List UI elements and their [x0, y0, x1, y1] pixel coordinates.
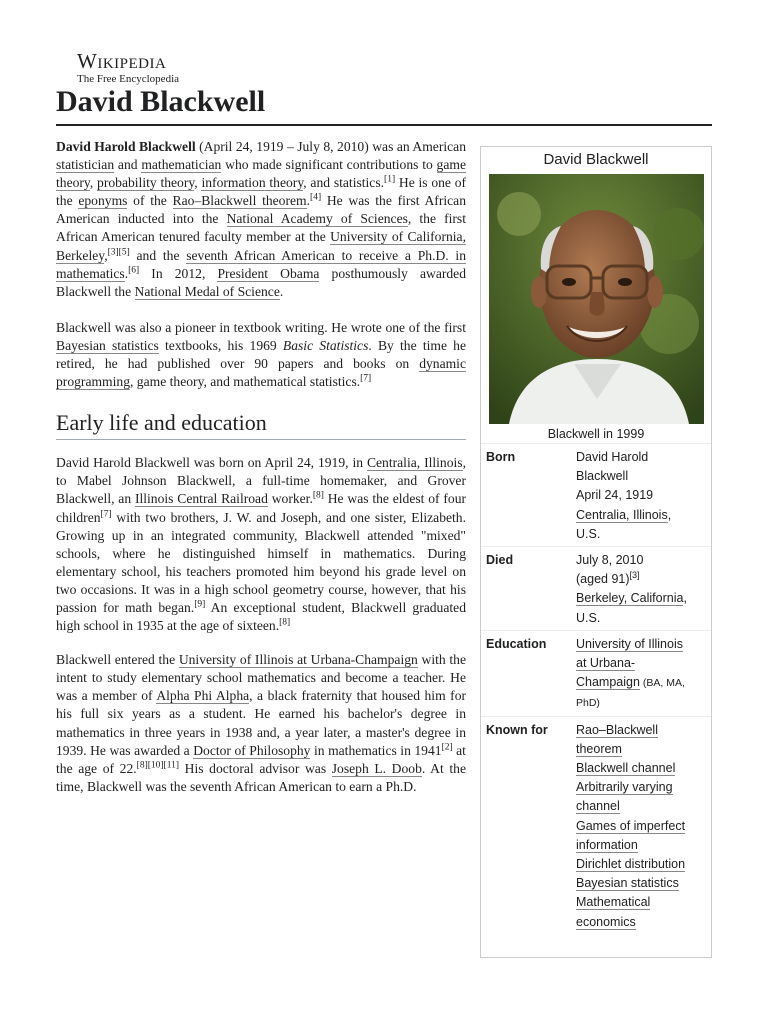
intro-paragraph-1	[56, 138, 466, 301]
paragraph-text: He was the first African American inducted into the	[56, 193, 466, 227]
infobox-value-line	[576, 570, 706, 589]
paragraph-text: of the	[127, 193, 173, 209]
wiki-link[interactable]: information theory	[201, 175, 304, 191]
paragraph-text: textbooks, his 1969	[158, 337, 283, 353]
citation-link[interactable]: [8]	[312, 490, 324, 501]
wiki-link[interactable]: channel	[576, 799, 620, 814]
wiki-link[interactable]: University of California, Berkeley	[56, 229, 466, 263]
wiki-link[interactable]: information	[576, 837, 638, 852]
citation-link[interactable]: [3][5]	[107, 247, 130, 258]
infobox-value-line	[576, 467, 706, 486]
infobox-value-line	[576, 654, 706, 673]
infobox-value-line	[576, 740, 706, 759]
paragraph-text: with two brothers, J. W. and Joseph, and one sister, Elizabeth. Growing up in an integrated community, Blackwell attended "mixed" schools, where he distinguished himself in mathematics. During elementary school, his teachers promoted him beyond his grade level on two occasions. It was in a high school geometry course, however, that his passion for math began.	[56, 509, 466, 615]
wiki-link[interactable]: Joseph L. Doob	[331, 760, 422, 776]
wiki-link[interactable]: mathematician	[141, 157, 222, 173]
citation-link[interactable]: [4]	[310, 192, 322, 203]
paragraph-text: ,	[104, 247, 108, 263]
infobox-text: U.S.	[576, 610, 601, 625]
infobox	[480, 146, 712, 958]
infobox-text: (aged 91)	[576, 572, 630, 587]
citation-link[interactable]: [3]	[629, 570, 640, 581]
paragraph-text: ,	[89, 175, 98, 191]
paragraph-text: Blackwell was also a pioneer in textbook writing. He wrote one of the first	[56, 319, 466, 335]
paragraph-text: worker.	[267, 491, 313, 507]
wiki-link[interactable]: theorem	[576, 741, 622, 756]
infobox-label: Born	[486, 450, 516, 464]
infobox-value-line	[576, 525, 706, 544]
infobox-label: Education	[486, 636, 547, 651]
paragraph-text: . By the time he retired, he had published over 90 papers and books on	[56, 337, 466, 372]
infobox-value-line	[576, 759, 706, 778]
wiki-link[interactable]: statistician	[56, 157, 115, 173]
wiki-link[interactable]: at Urbana-	[576, 656, 636, 671]
wiki-link[interactable]: Centralia, Illinois	[366, 455, 463, 471]
logo-tagline: The Free Encyclopedia	[77, 73, 180, 85]
infobox-title: David Blackwell	[543, 151, 649, 168]
paragraph-text: .	[124, 265, 129, 281]
infobox-value-line	[576, 836, 706, 855]
page-title: David Blackwell	[56, 82, 712, 126]
portrait-photo[interactable]	[489, 174, 704, 424]
portrait-caption: Blackwell in 1999	[547, 427, 645, 441]
infobox-text: July 8, 2010	[576, 553, 644, 568]
paragraph-text: at the age of 22.	[56, 742, 466, 776]
paragraph-text: , to Mabel Johnson Blackwell, a full-time homemaker, and Grover Blackwell, an	[56, 455, 466, 507]
paragraph-text: , a black fraternity that housed him for his full six years as a student. He earned his bachelor's degree in mathematics in three years in 1938 and, a year later, a master's degree in 1939. He was awarded a	[56, 688, 467, 758]
citation-link[interactable]: [7]	[360, 373, 372, 384]
infobox-row-known-for	[481, 716, 711, 934]
article-body	[56, 138, 466, 812]
infobox-label: Died	[486, 553, 514, 568]
wiki-link[interactable]: Rao–Blackwell theorem	[172, 193, 307, 209]
wiki-link[interactable]: Arbitrarily varying	[576, 780, 673, 795]
paragraph-text: He is one of the	[56, 175, 467, 209]
infobox-row-education	[481, 630, 711, 716]
infobox-value	[576, 551, 706, 628]
wiki-link[interactable]: seventh African American to receive a Ph.D. in mathematics	[56, 247, 466, 281]
citation-link[interactable]: [1]	[384, 174, 396, 185]
wiki-link[interactable]: game theory	[56, 157, 466, 191]
wiki-link[interactable]: Blackwell channel	[576, 761, 676, 776]
infobox-value-line	[576, 797, 706, 816]
italic-text: Basic Statistics	[282, 337, 369, 353]
citation-link[interactable]: [8]	[279, 617, 291, 628]
paragraph-text: , the first African American tenured faculty member at the	[56, 211, 466, 245]
infobox-value-line	[576, 609, 706, 628]
wikipedia-logo[interactable]	[77, 50, 179, 85]
citation-link[interactable]: [8][10][11]	[136, 760, 180, 771]
infobox-value	[576, 635, 706, 714]
wiki-link[interactable]: Mathematical	[576, 895, 651, 910]
wiki-link[interactable]: economics	[576, 914, 636, 929]
infobox-text: ,	[667, 507, 672, 522]
paragraph-text: David Harold Blackwell was born on April 24, 1919, in	[56, 455, 367, 471]
infobox-text: Blackwell	[576, 469, 629, 484]
paragraph-text: .	[306, 193, 311, 209]
wiki-link[interactable]: President Obama	[217, 265, 320, 281]
infobox-value-line	[576, 673, 706, 693]
paragraph-text: , game theory, and mathematical statistics.	[130, 374, 361, 390]
wiki-link[interactable]: dynamic programming	[56, 356, 466, 390]
paragraph-text: (April 24, 1919 – July 8, 2010) was an American	[195, 139, 466, 154]
paragraph-text: He was the eldest of four children	[56, 491, 467, 525]
infobox-value-line	[576, 721, 706, 740]
infobox-text: David Harold	[576, 450, 649, 464]
wiki-link[interactable]: Champaign	[576, 675, 640, 690]
paragraph-text: An exceptional student, Blackwell graduated high school in 1935 at the age of sixteen.	[56, 599, 466, 634]
infobox-value-line	[576, 506, 706, 525]
infobox-value-line	[576, 893, 706, 912]
paragraph-text: Blackwell entered the	[56, 652, 179, 668]
wiki-link[interactable]: University of Illinois	[576, 636, 683, 651]
wiki-link[interactable]: Games of imperfect	[576, 818, 686, 833]
logo-wordmark: Wikipedia	[77, 49, 167, 73]
section-heading-early-life: Early life and education	[56, 409, 466, 440]
citation-link[interactable]: [2]	[441, 742, 453, 753]
wiki-link[interactable]: Bayesian statistics	[576, 876, 679, 891]
infobox-value-line	[576, 913, 706, 932]
wiki-link[interactable]: Centralia, Illinois	[576, 507, 668, 522]
paragraph-text: , and statistics.	[303, 175, 385, 191]
infobox-text: PhD)	[576, 697, 600, 710]
paragraph-text: posthumously awarded Blackwell the	[56, 265, 467, 299]
infobox-value-line	[576, 874, 706, 893]
early-life-paragraph-1	[56, 454, 466, 635]
wiki-link[interactable]: Doctor of Philosophy	[193, 742, 311, 758]
paragraph-text: with the intent to study elementary school mathematics and become a teacher. He was a member of	[56, 652, 467, 704]
bold-text: David Harold Blackwell	[56, 139, 196, 154]
paragraph-text: ,	[194, 175, 202, 191]
infobox-value-line	[576, 551, 706, 570]
wiki-link[interactable]: probability theory	[97, 175, 195, 191]
intro-paragraph-2	[56, 319, 466, 391]
wiki-link[interactable]: National Medal of Science	[134, 283, 280, 299]
paragraph-text: and	[114, 157, 142, 173]
infobox-label: Known for	[486, 722, 548, 737]
paragraph-text: in mathematics in 1941	[310, 742, 442, 758]
infobox-value-line	[576, 486, 706, 505]
paragraph-text: . At the time, Blackwell was the seventh African American to earn a Ph.D.	[56, 760, 466, 794]
paragraph-text: .	[279, 283, 284, 299]
paragraph-text: His doctoral advisor was	[179, 760, 332, 776]
infobox-value	[576, 448, 706, 544]
wiki-link[interactable]: Dirichlet distribution	[576, 857, 686, 872]
wiki-link[interactable]: eponyms	[78, 193, 128, 209]
wiki-link[interactable]: Berkeley, California	[576, 591, 684, 606]
citation-link[interactable]: [9]	[194, 599, 206, 610]
infobox-value	[576, 721, 706, 932]
infobox-row-died	[481, 546, 711, 630]
wiki-link[interactable]: University of Illinois at Urbana-Champaign	[178, 652, 418, 668]
early-life-paragraph-2	[56, 651, 466, 796]
infobox-value-line	[576, 635, 706, 654]
wiki-link[interactable]: Rao–Blackwell	[576, 722, 658, 737]
infobox-text: (BA, MA,	[639, 677, 685, 690]
infobox-value-line	[576, 589, 706, 608]
wiki-link[interactable]: Bayesian statistics	[56, 337, 159, 353]
infobox-value-line	[576, 448, 706, 467]
infobox-rows	[481, 443, 711, 934]
wiki-link[interactable]: National Academy of Sciences	[226, 211, 408, 227]
infobox-value-line	[576, 855, 706, 874]
wiki-link[interactable]: Alpha Phi Alpha	[156, 688, 250, 704]
infobox-value-line	[576, 693, 706, 713]
infobox-text: ,	[683, 591, 687, 606]
infobox-value-line	[576, 778, 706, 797]
infobox-value-line	[576, 817, 706, 836]
citation-link[interactable]: [6]	[128, 265, 140, 276]
paragraph-text: and the	[129, 247, 187, 263]
infobox-text: April 24, 1919	[576, 488, 654, 503]
paragraph-text: In 2012,	[139, 265, 218, 281]
infobox-text: U.S.	[576, 526, 601, 541]
infobox-row-born	[481, 443, 711, 546]
citation-link[interactable]: [7]	[100, 508, 112, 519]
paragraph-text: who made significant contributions to	[221, 157, 437, 173]
wiki-link[interactable]: Illinois Central Railroad	[134, 491, 268, 507]
